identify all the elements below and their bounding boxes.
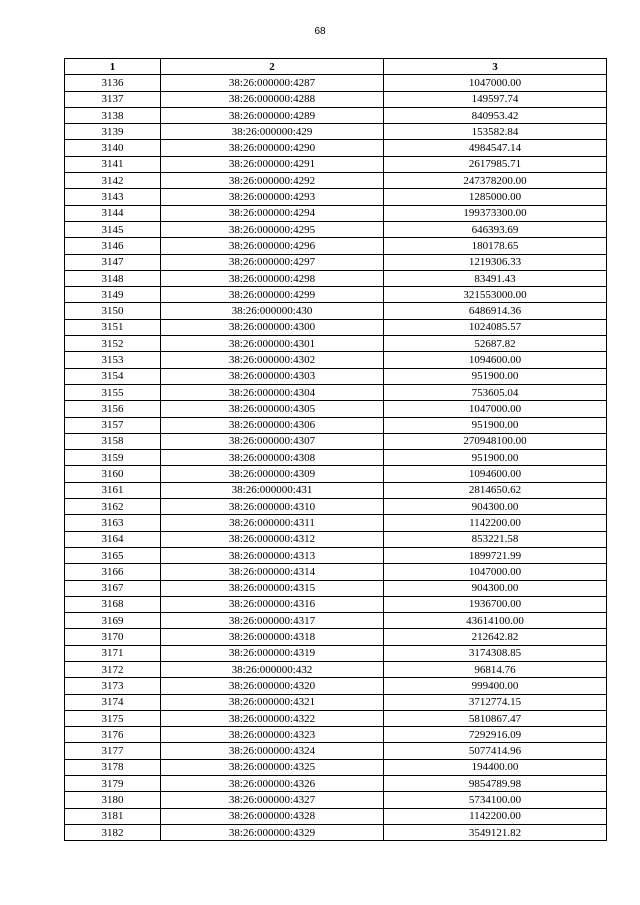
cadastral-number-cell: 38:26:000000:4323 bbox=[161, 727, 384, 743]
table-row bbox=[65, 91, 607, 107]
row-number-cell: 3179 bbox=[65, 776, 161, 792]
table-row bbox=[65, 710, 607, 726]
row-number-cell: 3154 bbox=[65, 368, 161, 384]
value-cell: 212642.82 bbox=[384, 629, 607, 645]
value-cell: 1094600.00 bbox=[384, 352, 607, 368]
row-number-cell: 3166 bbox=[65, 564, 161, 580]
table-row bbox=[65, 352, 607, 368]
row-number-cell: 3156 bbox=[65, 401, 161, 417]
cadastral-number-cell: 38:26:000000:4325 bbox=[161, 759, 384, 775]
row-number-cell: 3143 bbox=[65, 189, 161, 205]
value-cell: 321553000.00 bbox=[384, 287, 607, 303]
cadastral-number-cell: 38:26:000000:4327 bbox=[161, 792, 384, 808]
table-row bbox=[65, 547, 607, 563]
cadastral-number-cell: 38:26:000000:429 bbox=[161, 124, 384, 140]
cadastral-number-cell: 38:26:000000:4314 bbox=[161, 564, 384, 580]
value-cell: 951900.00 bbox=[384, 368, 607, 384]
cadastral-number-cell: 38:26:000000:4291 bbox=[161, 156, 384, 172]
table-row bbox=[65, 580, 607, 596]
table-row bbox=[65, 417, 607, 433]
table-row bbox=[65, 401, 607, 417]
column-header-2: 2 bbox=[161, 59, 384, 75]
table-row bbox=[65, 776, 607, 792]
value-cell: 149597.74 bbox=[384, 91, 607, 107]
row-number-cell: 3158 bbox=[65, 433, 161, 449]
cadastral-number-cell: 38:26:000000:4289 bbox=[161, 107, 384, 123]
cadastral-number-cell: 38:26:000000:4301 bbox=[161, 336, 384, 352]
row-number-cell: 3172 bbox=[65, 661, 161, 677]
row-number-cell: 3142 bbox=[65, 173, 161, 189]
table-row bbox=[65, 515, 607, 531]
table-row bbox=[65, 221, 607, 237]
column-header-1: 1 bbox=[65, 59, 161, 75]
cadastral-number-cell: 38:26:000000:4317 bbox=[161, 613, 384, 629]
table-row bbox=[65, 613, 607, 629]
row-number-cell: 3153 bbox=[65, 352, 161, 368]
value-cell: 1047000.00 bbox=[384, 401, 607, 417]
table-row bbox=[65, 564, 607, 580]
value-cell: 951900.00 bbox=[384, 450, 607, 466]
row-number-cell: 3159 bbox=[65, 450, 161, 466]
table-row bbox=[65, 336, 607, 352]
value-cell: 1094600.00 bbox=[384, 466, 607, 482]
cadastral-number-cell: 38:26:000000:4302 bbox=[161, 352, 384, 368]
row-number-cell: 3141 bbox=[65, 156, 161, 172]
value-cell: 840953.42 bbox=[384, 107, 607, 123]
value-cell: 199373300.00 bbox=[384, 205, 607, 221]
row-number-cell: 3176 bbox=[65, 727, 161, 743]
value-cell: 52687.82 bbox=[384, 336, 607, 352]
row-number-cell: 3174 bbox=[65, 694, 161, 710]
cadastral-number-cell: 38:26:000000:4295 bbox=[161, 221, 384, 237]
row-number-cell: 3167 bbox=[65, 580, 161, 596]
table-row bbox=[65, 189, 607, 205]
cadastral-number-cell: 38:26:000000:4309 bbox=[161, 466, 384, 482]
value-cell: 5810867.47 bbox=[384, 710, 607, 726]
row-number-cell: 3138 bbox=[65, 107, 161, 123]
cadastral-number-cell: 38:26:000000:4329 bbox=[161, 824, 384, 840]
cadastral-number-cell: 38:26:000000:4305 bbox=[161, 401, 384, 417]
value-cell: 3549121.82 bbox=[384, 824, 607, 840]
cadastral-number-cell: 38:26:000000:4297 bbox=[161, 254, 384, 270]
cadastral-number-cell: 38:26:000000:4311 bbox=[161, 515, 384, 531]
row-number-cell: 3150 bbox=[65, 303, 161, 319]
value-cell: 6486914.36 bbox=[384, 303, 607, 319]
value-cell: 1142200.00 bbox=[384, 515, 607, 531]
row-number-cell: 3151 bbox=[65, 319, 161, 335]
table-row bbox=[65, 368, 607, 384]
table-row bbox=[65, 124, 607, 140]
row-number-cell: 3136 bbox=[65, 75, 161, 91]
value-cell: 247378200.00 bbox=[384, 173, 607, 189]
value-cell: 194400.00 bbox=[384, 759, 607, 775]
cadastral-number-cell: 38:26:000000:4298 bbox=[161, 270, 384, 286]
row-number-cell: 3175 bbox=[65, 710, 161, 726]
cadastral-number-cell: 38:26:000000:4292 bbox=[161, 173, 384, 189]
cadastral-number-cell: 38:26:000000:430 bbox=[161, 303, 384, 319]
data-table bbox=[64, 58, 607, 841]
table-body bbox=[65, 75, 607, 841]
cadastral-number-cell: 38:26:000000:4290 bbox=[161, 140, 384, 156]
value-cell: 270948100.00 bbox=[384, 433, 607, 449]
value-cell: 999400.00 bbox=[384, 678, 607, 694]
value-cell: 5077414.96 bbox=[384, 743, 607, 759]
value-cell: 1219306.33 bbox=[384, 254, 607, 270]
cadastral-number-cell: 38:26:000000:432 bbox=[161, 661, 384, 677]
value-cell: 9854789.98 bbox=[384, 776, 607, 792]
row-number-cell: 3170 bbox=[65, 629, 161, 645]
value-cell: 153582.84 bbox=[384, 124, 607, 140]
table-row bbox=[65, 596, 607, 612]
row-number-cell: 3157 bbox=[65, 417, 161, 433]
row-number-cell: 3173 bbox=[65, 678, 161, 694]
value-cell: 4984547.14 bbox=[384, 140, 607, 156]
row-number-cell: 3180 bbox=[65, 792, 161, 808]
cadastral-number-cell: 38:26:000000:4287 bbox=[161, 75, 384, 91]
cadastral-number-cell: 38:26:000000:4299 bbox=[161, 287, 384, 303]
table-row bbox=[65, 287, 607, 303]
value-cell: 646393.69 bbox=[384, 221, 607, 237]
value-cell: 904300.00 bbox=[384, 580, 607, 596]
table-row bbox=[65, 75, 607, 91]
table-row bbox=[65, 319, 607, 335]
row-number-cell: 3161 bbox=[65, 482, 161, 498]
table-row bbox=[65, 450, 607, 466]
row-number-cell: 3163 bbox=[65, 515, 161, 531]
table-row bbox=[65, 384, 607, 400]
table-row bbox=[65, 254, 607, 270]
value-cell: 1047000.00 bbox=[384, 75, 607, 91]
row-number-cell: 3140 bbox=[65, 140, 161, 156]
row-number-cell: 3139 bbox=[65, 124, 161, 140]
cadastral-number-cell: 38:26:000000:4307 bbox=[161, 433, 384, 449]
value-cell: 1047000.00 bbox=[384, 564, 607, 580]
cadastral-number-cell: 38:26:000000:4300 bbox=[161, 319, 384, 335]
value-cell: 5734100.00 bbox=[384, 792, 607, 808]
row-number-cell: 3177 bbox=[65, 743, 161, 759]
value-cell: 180178.65 bbox=[384, 238, 607, 254]
row-number-cell: 3168 bbox=[65, 596, 161, 612]
cadastral-number-cell: 38:26:000000:4308 bbox=[161, 450, 384, 466]
cadastral-number-cell: 38:26:000000:4328 bbox=[161, 808, 384, 824]
value-cell: 7292916.09 bbox=[384, 727, 607, 743]
table-row bbox=[65, 727, 607, 743]
row-number-cell: 3164 bbox=[65, 531, 161, 547]
table-row bbox=[65, 466, 607, 482]
table-row bbox=[65, 824, 607, 840]
table-row bbox=[65, 499, 607, 515]
row-number-cell: 3149 bbox=[65, 287, 161, 303]
value-cell: 1936700.00 bbox=[384, 596, 607, 612]
value-cell: 43614100.00 bbox=[384, 613, 607, 629]
table-row bbox=[65, 759, 607, 775]
table-row bbox=[65, 661, 607, 677]
table-row bbox=[65, 238, 607, 254]
table-row bbox=[65, 629, 607, 645]
table-row bbox=[65, 205, 607, 221]
row-number-cell: 3144 bbox=[65, 205, 161, 221]
cadastral-number-cell: 38:26:000000:4324 bbox=[161, 743, 384, 759]
table-row bbox=[65, 173, 607, 189]
value-cell: 951900.00 bbox=[384, 417, 607, 433]
cadastral-number-cell: 38:26:000000:4319 bbox=[161, 645, 384, 661]
cadastral-number-cell: 38:26:000000:4312 bbox=[161, 531, 384, 547]
value-cell: 3174308.85 bbox=[384, 645, 607, 661]
value-cell: 904300.00 bbox=[384, 499, 607, 515]
row-number-cell: 3148 bbox=[65, 270, 161, 286]
table-row bbox=[65, 792, 607, 808]
cadastral-number-cell: 38:26:000000:4306 bbox=[161, 417, 384, 433]
row-number-cell: 3146 bbox=[65, 238, 161, 254]
table-row bbox=[65, 270, 607, 286]
table-row bbox=[65, 808, 607, 824]
value-cell: 1142200.00 bbox=[384, 808, 607, 824]
value-cell: 753605.04 bbox=[384, 384, 607, 400]
row-number-cell: 3155 bbox=[65, 384, 161, 400]
cadastral-number-cell: 38:26:000000:4313 bbox=[161, 547, 384, 563]
cadastral-number-cell: 38:26:000000:4316 bbox=[161, 596, 384, 612]
row-number-cell: 3171 bbox=[65, 645, 161, 661]
table-row bbox=[65, 645, 607, 661]
table-row bbox=[65, 694, 607, 710]
value-cell: 2814650.62 bbox=[384, 482, 607, 498]
cadastral-number-cell: 38:26:000000:4293 bbox=[161, 189, 384, 205]
value-cell: 1899721.99 bbox=[384, 547, 607, 563]
table-row bbox=[65, 678, 607, 694]
cadastral-number-cell: 38:26:000000:4304 bbox=[161, 384, 384, 400]
table-row bbox=[65, 743, 607, 759]
cadastral-number-cell: 38:26:000000:4318 bbox=[161, 629, 384, 645]
row-number-cell: 3152 bbox=[65, 336, 161, 352]
cadastral-number-cell: 38:26:000000:4296 bbox=[161, 238, 384, 254]
table-row bbox=[65, 140, 607, 156]
table-row bbox=[65, 433, 607, 449]
row-number-cell: 3162 bbox=[65, 499, 161, 515]
value-cell: 1285000.00 bbox=[384, 189, 607, 205]
table-header-row bbox=[65, 59, 607, 75]
cadastral-number-cell: 38:26:000000:431 bbox=[161, 482, 384, 498]
cadastral-number-cell: 38:26:000000:4320 bbox=[161, 678, 384, 694]
cadastral-number-cell: 38:26:000000:4294 bbox=[161, 205, 384, 221]
value-cell: 1024085.57 bbox=[384, 319, 607, 335]
cadastral-number-cell: 38:26:000000:4315 bbox=[161, 580, 384, 596]
cadastral-number-cell: 38:26:000000:4310 bbox=[161, 499, 384, 515]
value-cell: 2617985.71 bbox=[384, 156, 607, 172]
row-number-cell: 3160 bbox=[65, 466, 161, 482]
table-row bbox=[65, 303, 607, 319]
row-number-cell: 3165 bbox=[65, 547, 161, 563]
table-row bbox=[65, 156, 607, 172]
cadastral-number-cell: 38:26:000000:4288 bbox=[161, 91, 384, 107]
row-number-cell: 3137 bbox=[65, 91, 161, 107]
table-row bbox=[65, 531, 607, 547]
row-number-cell: 3178 bbox=[65, 759, 161, 775]
cadastral-number-cell: 38:26:000000:4321 bbox=[161, 694, 384, 710]
row-number-cell: 3169 bbox=[65, 613, 161, 629]
value-cell: 853221.58 bbox=[384, 531, 607, 547]
column-header-3: 3 bbox=[384, 59, 607, 75]
value-cell: 3712774.15 bbox=[384, 694, 607, 710]
table-row bbox=[65, 482, 607, 498]
row-number-cell: 3181 bbox=[65, 808, 161, 824]
value-cell: 96814.76 bbox=[384, 661, 607, 677]
value-cell: 83491.43 bbox=[384, 270, 607, 286]
table-row bbox=[65, 107, 607, 123]
row-number-cell: 3182 bbox=[65, 824, 161, 840]
row-number-cell: 3145 bbox=[65, 221, 161, 237]
cadastral-number-cell: 38:26:000000:4303 bbox=[161, 368, 384, 384]
page-number: 68 bbox=[314, 26, 326, 37]
cadastral-number-cell: 38:26:000000:4326 bbox=[161, 776, 384, 792]
row-number-cell: 3147 bbox=[65, 254, 161, 270]
cadastral-number-cell: 38:26:000000:4322 bbox=[161, 710, 384, 726]
